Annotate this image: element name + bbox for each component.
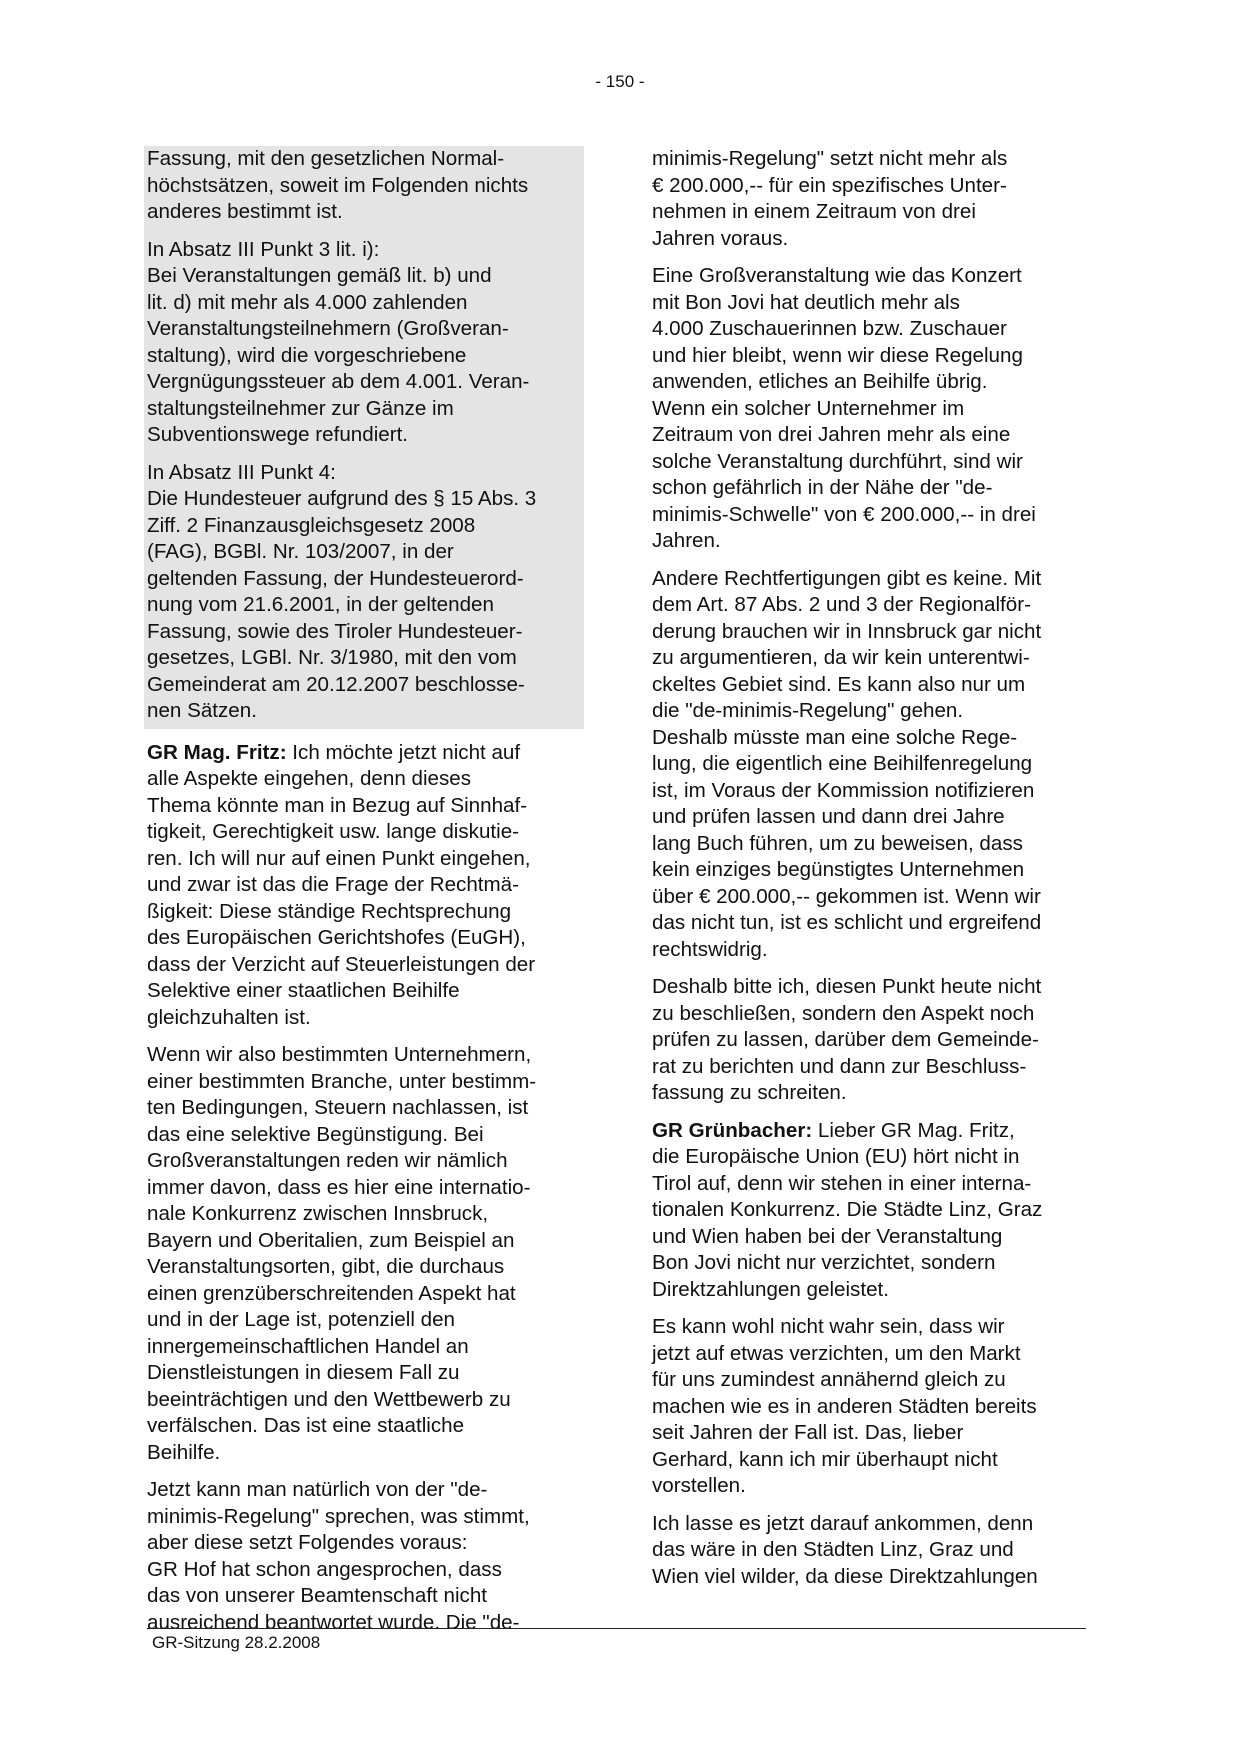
text-line: dem Art. 87 Abs. 2 und 3 der Regionalför- xyxy=(652,593,1031,616)
paragraph xyxy=(147,146,581,226)
text-line: Fassung, sowie des Tiroler Hundesteuer- xyxy=(147,619,523,643)
text-line: Veranstaltungsteilnehmern (Großveran- xyxy=(147,317,509,340)
text-line: einer bestimmten Branche, unter bestimm- xyxy=(147,1069,537,1093)
text-line: Ich lasse es jetzt darauf ankommen, denn xyxy=(652,1511,1034,1535)
text-line: Es kann wohl nicht wahr sein, dass wir xyxy=(652,1315,1005,1338)
right-paragraphs-after xyxy=(652,1314,1092,1590)
text-line: Wenn wir also bestimmten Unternehmern, xyxy=(147,1043,532,1066)
text-line: Veranstaltungsorten, gibt, die durchaus xyxy=(147,1255,505,1278)
text-line: € 200.000,-- für ein spezifisches Unter- xyxy=(652,173,1007,197)
text-line: zu argumentieren, da wir kein unterentwi- xyxy=(652,646,1030,669)
text-line: Beihilfe. xyxy=(147,1440,221,1464)
text-line: tigkeit, Gerechtigkeit usw. lange diskutie- xyxy=(147,820,520,843)
text-line: und hier bleibt, wenn wir diese Regelung xyxy=(652,343,1023,367)
text-line: und in der Lage ist, potenziell den xyxy=(147,1308,455,1331)
text-line: gleichzuhalten ist. xyxy=(147,1005,311,1029)
speech-opening: Lieber GR Mag. Fritz, xyxy=(812,1118,1015,1142)
text-line: fassung zu schreiten. xyxy=(652,1081,847,1104)
text-line: machen wie es in anderen Städten bereits xyxy=(652,1394,1037,1418)
text-line: dass der Verzicht auf Steuerleistungen der xyxy=(147,952,536,976)
text-line: Deshalb bitte ich, diesen Punkt heute nicht xyxy=(652,975,1042,998)
text-line: derung brauchen wir in Innsbruck gar nicht xyxy=(652,619,1042,643)
paragraph xyxy=(147,1042,577,1466)
text-line: Selektive einer staatlichen Beihilfe xyxy=(147,979,460,1002)
text-line: das wäre in den Städten Linz, Graz und xyxy=(652,1538,1014,1561)
text-line: Ziff. 2 Finanzausgleichsgesetz 2008 xyxy=(147,513,476,537)
text-line: Eine Großveranstaltung wie das Konzert xyxy=(652,264,1022,287)
text-line: Thema könnte man in Bezug auf Sinnhaf- xyxy=(147,793,528,817)
text-line: jetzt auf etwas verzichten, um den Markt xyxy=(652,1341,1021,1365)
text-line: ausreichend beantwortet wurde. Die "de- xyxy=(147,1610,520,1634)
footer-session-date: GR-Sitzung 28.2.2008 xyxy=(152,1633,321,1652)
speech-paragraph xyxy=(652,1118,1092,1304)
speaker-name-fritz: GR Mag. Fritz: xyxy=(147,740,287,764)
text-line: das nicht tun, ist es schlicht und ergreifend xyxy=(652,911,1042,934)
text-line: und zwar ist das die Frage der Rechtmä- xyxy=(147,873,519,896)
text-line: alle Aspekte eingehen, denn dieses xyxy=(147,767,472,790)
text-line: In Absatz III Punkt 3 lit. i): xyxy=(147,237,380,261)
text-line: Andere Rechtfertigungen gibt es keine. Mit xyxy=(652,566,1042,590)
text-line xyxy=(652,1118,1092,1145)
text-line: nen Sätzen. xyxy=(147,699,257,722)
text-line: ßigkeit: Diese ständige Rechtsprechung xyxy=(147,899,512,923)
left-paragraphs xyxy=(147,1042,577,1636)
speaker-name-gruenbacher: GR Grünbacher: xyxy=(652,1118,813,1142)
paragraph xyxy=(652,974,1092,1107)
page-number: - 150 - xyxy=(595,72,645,91)
text-line: ckeltes Gebiet sind. Es kann also nur um xyxy=(652,672,1026,696)
text-line: ist, im Voraus der Kommission notifizieren xyxy=(652,778,1035,802)
text-line: einen grenzüberschreitenden Aspekt hat xyxy=(147,1281,516,1305)
text-line: Bon Jovi nicht nur verzichtet, sondern xyxy=(652,1251,996,1274)
text-line: geltenden Fassung, der Hundesteuerord- xyxy=(147,566,524,590)
text-line: (FAG), BGBl. Nr. 103/2007, in der xyxy=(147,540,454,563)
text-line: und Wien haben bei der Veranstaltung xyxy=(652,1224,1003,1248)
text-line: Subventionswege refundiert. xyxy=(147,423,409,446)
shaded-resolution-text xyxy=(144,146,584,729)
left-column xyxy=(147,146,577,1647)
text-line: schon gefährlich in der Nähe der "de- xyxy=(652,476,993,499)
text-line: Gerhard, kann ich mir überhaupt nicht xyxy=(652,1447,998,1471)
text-line: minimis-Regelung" setzt nicht mehr als xyxy=(652,147,1008,170)
paragraph xyxy=(652,1314,1092,1500)
paragraph xyxy=(652,566,1092,964)
text-line: gesetzes, LGBl. Nr. 3/1980, mit den vom xyxy=(147,646,517,669)
text-line: anderes bestimmt ist. xyxy=(147,200,343,223)
text-line: die "de-minimis-Regelung" gehen. xyxy=(652,699,964,722)
paragraph xyxy=(147,460,581,725)
text-line: Fassung, mit den gesetzlichen Normal- xyxy=(147,147,505,170)
text-line: Wien viel wilder, da diese Direktzahlungen xyxy=(652,1564,1038,1588)
text-line: staltungsteilnehmer zur Gänze im xyxy=(147,396,454,420)
text-line: lung, die eigentlich eine Beihilfenregelung xyxy=(652,752,1033,775)
text-line: verfälschen. Das ist eine staatliche xyxy=(147,1414,465,1437)
text-line: In Absatz III Punkt 4: xyxy=(147,460,336,484)
text-line: Zeitraum von drei Jahren mehr als eine xyxy=(652,423,1011,446)
text-line: die Europäische Union (EU) hört nicht in xyxy=(652,1145,1020,1168)
text-line: aber diese setzt Folgendes voraus: xyxy=(147,1531,468,1554)
text-line: rat zu berichten und dann zur Beschluss- xyxy=(652,1054,1027,1078)
text-line: Bei Veranstaltungen gemäß lit. b) und xyxy=(147,264,492,287)
footer-divider xyxy=(147,1628,1086,1629)
text-line: das eine selektive Begünstigung. Bei xyxy=(147,1122,484,1146)
text-line: nale Konkurrenz zwischen Innsbruck, xyxy=(147,1202,489,1225)
text-line: lang Buch führen, um zu beweisen, dass xyxy=(652,831,1023,855)
text-line: höchstsätzen, soweit im Folgenden nichts xyxy=(147,173,529,197)
text-line: minimis-Schwelle" von € 200.000,-- in drei xyxy=(652,502,1036,526)
text-line: tionalen Konkurrenz. Die Städte Linz, Graz xyxy=(652,1198,1043,1221)
text-line: kein einziges begünstigtes Unternehmen xyxy=(652,858,1025,881)
text-line: Die Hundesteuer aufgrund des § 15 Abs. 3 xyxy=(147,487,537,510)
paragraph xyxy=(652,146,1092,252)
text-line: ren. Ich will nur auf einen Punkt eingehen, xyxy=(147,846,531,870)
text-line: Jahren voraus. xyxy=(652,226,789,250)
speech-paragraph xyxy=(147,740,577,1032)
text-line: immer davon, dass es hier eine internatio- xyxy=(147,1175,531,1199)
text-line: GR Hof hat schon angesprochen, dass xyxy=(147,1557,502,1581)
speech-fritz xyxy=(147,740,577,1032)
text-line: das von unserer Beamtenschaft nicht xyxy=(147,1584,487,1607)
speech-opening: Ich möchte jetzt nicht auf xyxy=(286,740,521,764)
text-line: zu beschließen, sondern den Aspekt noch xyxy=(652,1001,1035,1025)
text-line: des Europäischen Gerichtshofes (EuGH), xyxy=(147,926,526,949)
text-line: beeinträchtigen und den Wettbewerb zu xyxy=(147,1387,511,1411)
paragraph xyxy=(652,1511,1092,1591)
text-line: prüfen zu lassen, darüber dem Gemeinde- xyxy=(652,1028,1039,1051)
text-line: Deshalb müsste man eine solche Rege- xyxy=(652,725,1018,749)
right-column xyxy=(652,146,1092,1601)
text-line: ten Bedingungen, Steuern nachlassen, ist xyxy=(147,1096,529,1119)
text-line: minimis-Regelung" sprechen, was stimmt, xyxy=(147,1504,530,1528)
text-line: Großveranstaltungen reden wir nämlich xyxy=(147,1149,508,1172)
text-line: Direktzahlungen geleistet. xyxy=(652,1277,889,1301)
text-line: rechtswidrig. xyxy=(652,937,768,961)
text-line: nung vom 21.6.2001, in der geltenden xyxy=(147,593,494,616)
right-paragraphs-before xyxy=(652,146,1092,1107)
paragraph xyxy=(652,263,1092,555)
text-line: nehmen in einem Zeitraum von drei xyxy=(652,200,976,223)
text-line: Dienstleistungen in diesem Fall zu xyxy=(147,1361,460,1384)
text-line: 4.000 Zuschauerinnen bzw. Zuschauer xyxy=(652,317,1007,340)
text-line: solche Veranstaltung durchführt, sind wir xyxy=(652,449,1023,473)
text-line: Jahren. xyxy=(652,529,721,552)
text-line: Bayern und Oberitalien, zum Beispiel an xyxy=(147,1228,515,1252)
text-line: mit Bon Jovi hat deutlich mehr als xyxy=(652,290,960,314)
text-line: seit Jahren der Fall ist. Das, lieber xyxy=(652,1421,964,1444)
text-line: Vergnügungssteuer ab dem 4.001. Veran- xyxy=(147,370,530,393)
text-line: vorstellen. xyxy=(652,1474,746,1497)
speech-gruenbacher xyxy=(652,1118,1092,1304)
text-line: Wenn ein solcher Unternehmer im xyxy=(652,396,965,420)
text-line: über € 200.000,-- gekommen ist. Wenn wir xyxy=(652,884,1041,908)
text-line: Gemeinderat am 20.12.2007 beschlosse- xyxy=(147,672,525,696)
text-line: staltung), wird die vorgeschriebene xyxy=(147,343,467,367)
paragraph xyxy=(147,237,581,449)
paragraph xyxy=(147,1477,577,1636)
text-line: und prüfen lassen und dann drei Jahre xyxy=(652,805,1005,828)
text-line: für uns zumindest annähernd gleich zu xyxy=(652,1368,1006,1391)
text-line: anwenden, etliches an Beihilfe übrig. xyxy=(652,370,988,393)
text-line xyxy=(147,740,577,767)
text-line: lit. d) mit mehr als 4.000 zahlenden xyxy=(147,290,468,314)
text-line: Jetzt kann man natürlich von der "de- xyxy=(147,1478,488,1501)
text-line: Tirol auf, denn wir stehen in einer interna- xyxy=(652,1171,1032,1195)
text-line: innergemeinschaftlichen Handel an xyxy=(147,1334,469,1358)
